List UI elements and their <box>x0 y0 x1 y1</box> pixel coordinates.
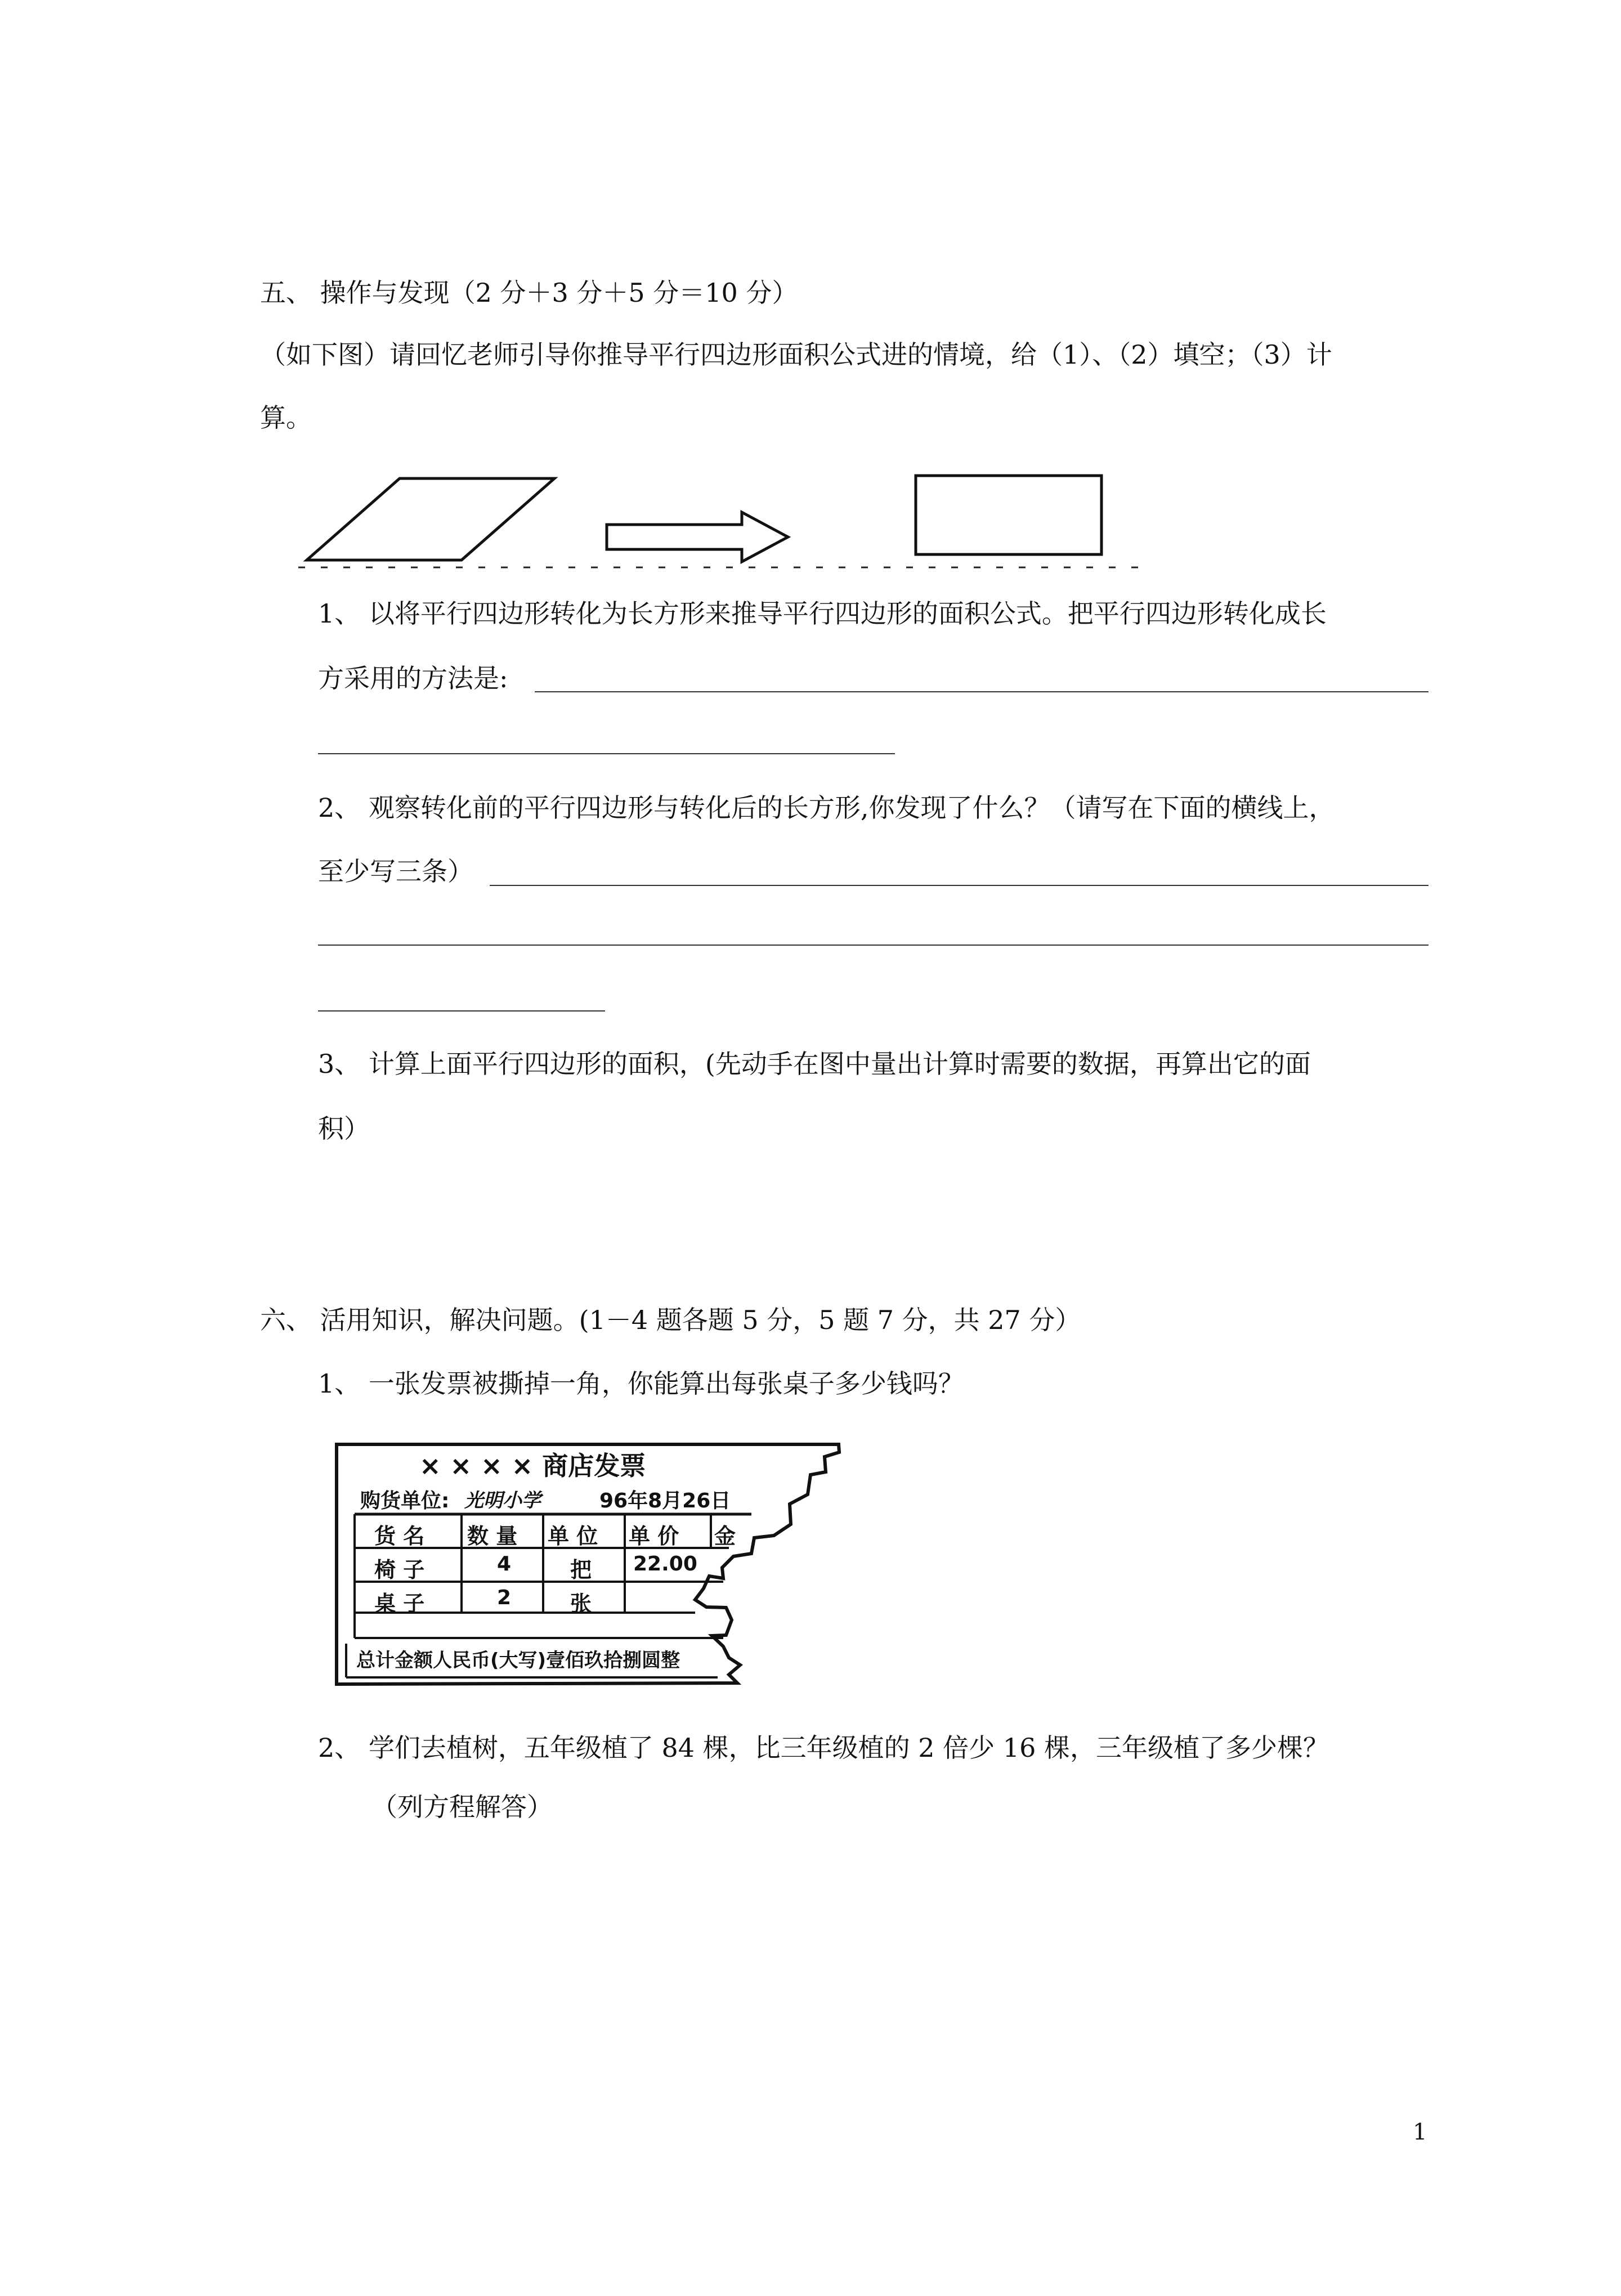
invoice-row1-name: 椅 子 <box>374 1557 425 1582</box>
section6-heading: 六、 活用知识，解决问题。(1－4 题各题 5 分，5 题 7 分，共 27 分） <box>260 1305 1081 1335</box>
invoice-buyer-label: 购货单位: <box>360 1489 450 1512</box>
invoice-row2-unit: 张 <box>570 1591 592 1616</box>
answer-line-q2a[interactable] <box>490 885 1429 886</box>
invoice-row2-qty: 2 <box>497 1586 512 1609</box>
invoice-header-name: 货 名 <box>374 1524 425 1548</box>
s6-q1: 1、 一张发票被撕掉一角，你能算出每张桌子多少钱吗？ <box>318 1368 964 1399</box>
answer-line-q1a[interactable] <box>535 691 1429 692</box>
answer-line-q2b[interactable] <box>318 945 1429 946</box>
invoice-row1-unit: 把 <box>570 1557 592 1582</box>
invoice-image <box>335 1441 853 1689</box>
invoice-header-unit: 单 位 <box>548 1524 598 1548</box>
s5-q3-line2: 积） <box>318 1113 370 1144</box>
s5-q2-line2: 至少写三条） <box>318 856 473 887</box>
transform-figure <box>0 467 1621 591</box>
invoice-header-amount: 金 <box>714 1524 736 1548</box>
invoice-title: × × × × 商店发票 <box>419 1451 646 1481</box>
invoice-row1-qty: 4 <box>497 1552 512 1576</box>
s5-q1-line2: 方采用的方法是: <box>318 663 508 693</box>
parallelogram-shape <box>307 478 554 560</box>
s5-q2-line1: 2、 观察转化前的平行四边形与转化后的长方形,你发现了什么？（请写在下面的横线上， <box>318 793 1335 823</box>
s5-q3-line1: 3、 计算上面平行四边形的面积，(先动手在图中量出计算时需要的数据，再算出它的面 <box>318 1049 1311 1079</box>
s6-q2-line2: （列方程解答） <box>371 1792 553 1822</box>
section5-intro-line1: （如下图）请回忆老师引导你推导平行四边形面积公式进的情境，给（1）、（2）填空；（3）计 <box>260 339 1332 370</box>
answer-line-q2c[interactable] <box>318 1010 605 1012</box>
arrow-shape <box>607 512 788 562</box>
invoice-total: 总计金额人民币(大写)壹佰玖拾捌圆整 <box>356 1649 680 1672</box>
page-number: 1 <box>1413 2119 1427 2145</box>
s5-q1-line1: 1、 以将平行四边形转化为长方形来推导平行四边形的面积公式。把平行四边形转化成长 <box>318 598 1327 629</box>
invoice-header-price: 单 价 <box>629 1524 679 1548</box>
invoice-row2-name: 桌 子 <box>374 1591 425 1616</box>
answer-line-q1b[interactable] <box>318 753 895 754</box>
invoice-buyer-value: 光明小学 <box>464 1489 541 1512</box>
section5-heading: 五、 操作与发现（2 分＋3 分＋5 分＝10 分） <box>260 278 798 308</box>
rectangle-shape <box>916 476 1101 554</box>
section5-intro-line2: 算。 <box>260 402 312 433</box>
invoice-row1-price: 22.00 <box>633 1552 697 1576</box>
s6-q2-line1: 2、 学们去植树，五年级植了 84 棵，比三年级植的 2 倍少 16 棵，三年级植了多少棵？ <box>318 1733 1329 1763</box>
invoice-date: 96年8月26日 <box>599 1489 731 1512</box>
invoice-header-qty: 数 量 <box>467 1524 518 1548</box>
